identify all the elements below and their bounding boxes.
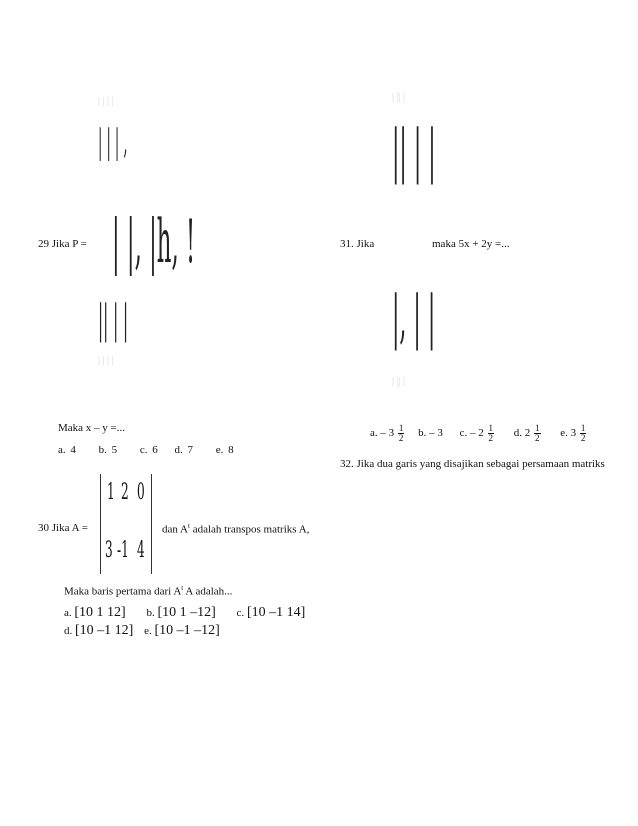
scan-residue: | || | bbox=[392, 376, 406, 387]
fraction: $\frac{1}{2}$ bbox=[488, 423, 494, 443]
q29-follow: Maka x – y =... bbox=[58, 422, 125, 434]
scan-residue: | | | | bbox=[98, 96, 114, 107]
q29-options bbox=[58, 444, 234, 456]
q31-options bbox=[370, 424, 587, 443]
q31-option-e: e. 3 $\frac{1}{2}$ bbox=[560, 423, 586, 443]
q31-suffix: maka 5x + 2y =... bbox=[432, 238, 510, 250]
fraction: $\frac{1}{2}$ bbox=[535, 423, 540, 443]
matrix-a-cell: 1 bbox=[107, 480, 115, 505]
matrix-p-row3: || | | bbox=[98, 297, 129, 343]
q29-option-c: c. 6 bbox=[139, 444, 158, 456]
q32-text: 32. Jika dua garis yang disajikan sebagai persamaan matriks bbox=[340, 458, 605, 470]
q30-options-row1 bbox=[64, 605, 305, 621]
matrix-31-bottom: |, | | bbox=[392, 283, 436, 351]
q31-option-b: b. – 3 bbox=[418, 427, 443, 440]
q30-prefix: 30 Jika A = bbox=[38, 522, 88, 534]
q29-prefix: 29 Jika P = bbox=[38, 238, 87, 250]
q30-option-b-label: b. bbox=[146, 607, 155, 619]
q30-option-c-label: c. bbox=[236, 607, 245, 619]
matrix-a-cell: -1 bbox=[117, 538, 129, 563]
matrix-a-cell: 0 bbox=[137, 480, 145, 505]
matrix-a bbox=[100, 474, 152, 574]
matrix-p-row1: | | | , bbox=[98, 122, 128, 162]
matrix-p-row2: | |, |h, ! bbox=[112, 207, 196, 277]
q30-option-e-value: [10 –1 –12] bbox=[154, 623, 220, 638]
fraction: $\frac{1}{2}$ bbox=[580, 423, 586, 443]
matrix-31-top: || | | bbox=[392, 117, 436, 185]
q30-option-d-value: [10 –1 12] bbox=[75, 623, 134, 638]
q29-option-a: a. 4 bbox=[58, 444, 76, 456]
q31-option-c: c. – 2 $\frac{1}{2}$ bbox=[459, 423, 494, 443]
fraction: $\frac{1}{2}$ bbox=[398, 423, 404, 443]
q29-option-d: d. 7 bbox=[174, 444, 194, 456]
q30-suffix: dan $A^t$ adalah transpos matriks A, bbox=[162, 522, 310, 536]
matrix-a-cell: 4 bbox=[137, 538, 145, 563]
q29-option-e: e. 8 bbox=[215, 444, 234, 456]
q31-option-d: d. 2 $\frac{1}{2}$ bbox=[513, 423, 540, 443]
scan-residue: | || | bbox=[392, 92, 406, 103]
q30-option-d-label: d. bbox=[64, 625, 73, 637]
matrix-a-cell: 3 bbox=[105, 538, 113, 563]
q30-option-a-value: [10 1 12] bbox=[74, 605, 126, 620]
matrix-a-cell: 2 bbox=[121, 480, 129, 505]
q30-option-a-label: a. bbox=[64, 607, 72, 619]
q31-option-a: a. – 3 $\frac{1}{2}$ bbox=[370, 423, 404, 443]
q30-option-b-value: [10 1 –12] bbox=[157, 605, 216, 620]
q30-option-c-value: [10 –1 14] bbox=[246, 605, 306, 620]
q29-option-b: b. 5 bbox=[98, 444, 118, 456]
q30-follow: Maka baris pertama dari $A^t$ A adalah... bbox=[64, 584, 233, 598]
q30-options-row2 bbox=[64, 623, 220, 639]
q30-option-e-label: e. bbox=[144, 625, 152, 637]
q31-prefix: 31. Jika bbox=[340, 238, 375, 250]
scan-residue: | | | | bbox=[98, 355, 114, 366]
